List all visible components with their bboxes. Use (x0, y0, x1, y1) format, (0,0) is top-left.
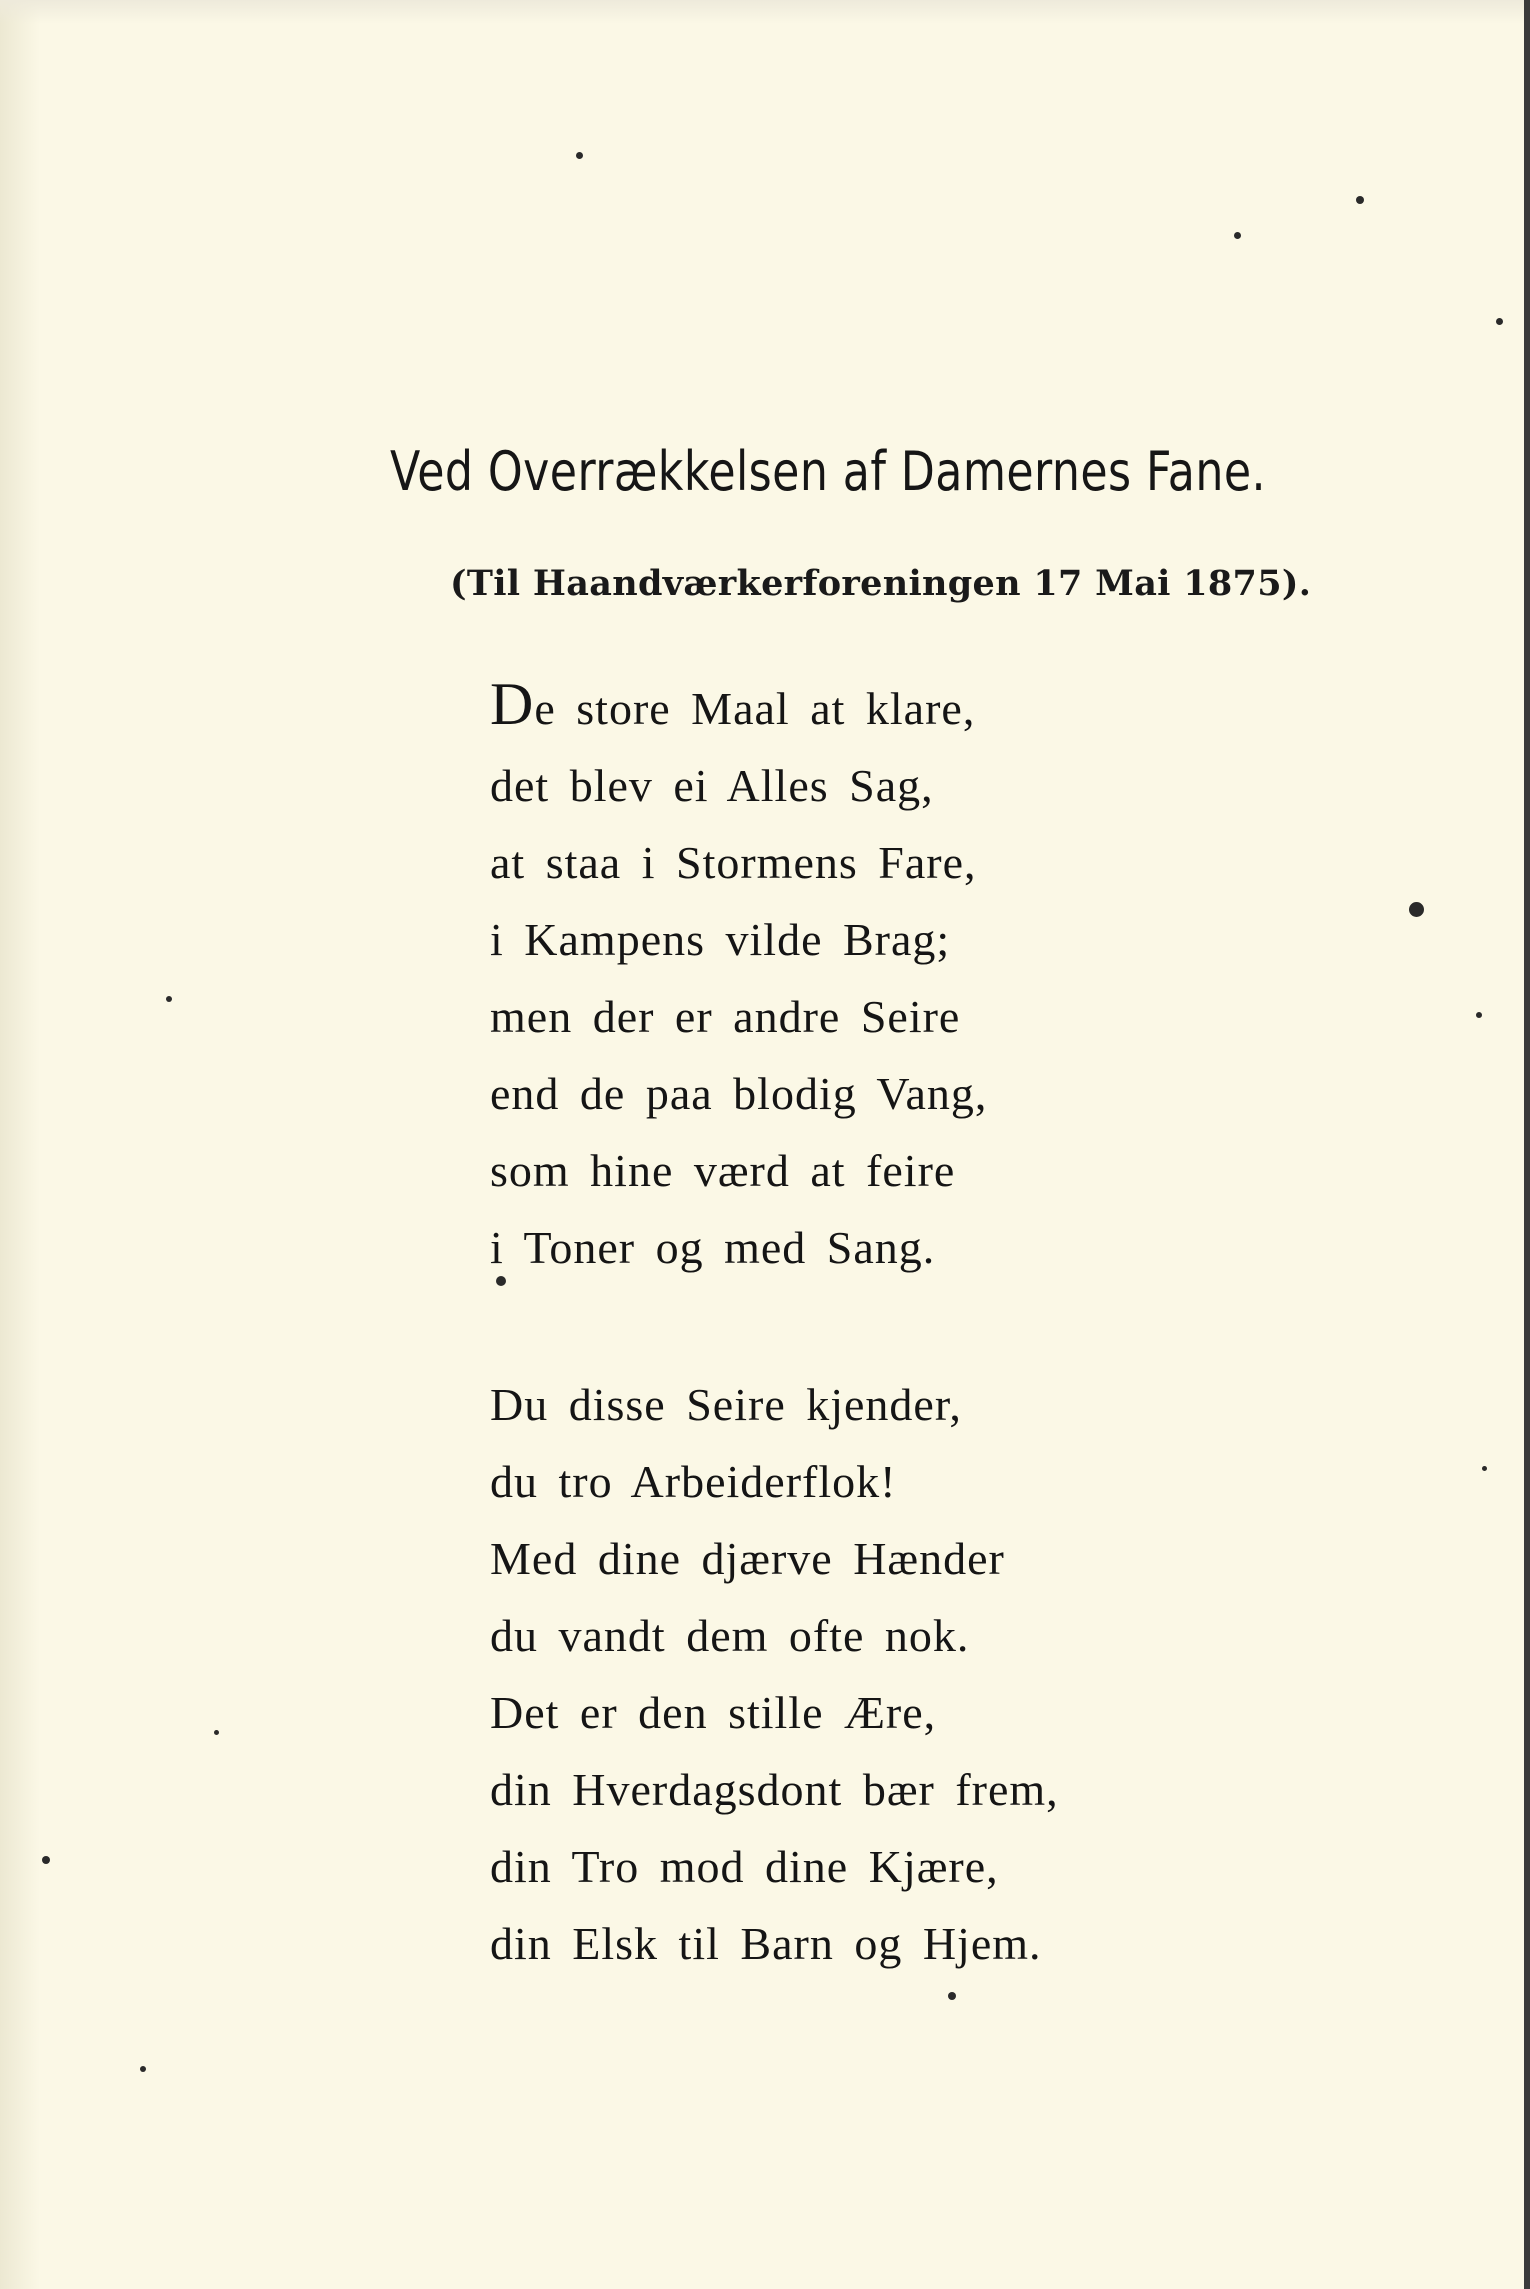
paper-speck (42, 1856, 50, 1864)
stanza-line: end de paa blodig Vang, (490, 1068, 988, 1119)
stanza-line: din Hverdagsdont bær frem, (490, 1764, 1059, 1815)
stanza-2 (490, 1366, 1059, 1982)
stanza-line: du vandt dem ofte nok. (490, 1610, 970, 1661)
drop-cap: D (490, 671, 535, 737)
stanza-line: det blev ei Alles Sag, (490, 760, 934, 811)
paper-speck (1409, 902, 1424, 917)
stanza-line: din Elsk til Barn og Hjem. (490, 1918, 1042, 1969)
stanza-line: Med dine djærve Hænder (490, 1533, 1005, 1584)
paper-speck (1234, 232, 1241, 239)
paper-speck (214, 1730, 219, 1735)
paper-speck (576, 152, 583, 159)
paper-speck (140, 2066, 146, 2072)
stanza-line: din Tro mod dine Kjære, (490, 1841, 999, 1892)
paper-speck (1482, 1466, 1487, 1471)
paper-shade-top (0, 0, 1530, 24)
stanza-line: i Toner og med Sang. (490, 1222, 936, 1273)
stanza-line: Det er den stille Ære, (490, 1687, 937, 1738)
stanza-line: du tro Arbeiderflok! (490, 1456, 897, 1507)
stanza-line: som hine værd at feire (490, 1145, 956, 1196)
stanza-line (490, 670, 987, 747)
paper-speck (1356, 196, 1364, 204)
scan-edge (1524, 0, 1530, 2289)
paper-shade-left (0, 0, 40, 2289)
paper-speck (948, 1992, 956, 2000)
stanza-line-text: e store Maal at klare, (534, 683, 976, 734)
paper-speck (1476, 1012, 1482, 1018)
stanza-line: men der er andre Seire (490, 991, 961, 1042)
poem-subtitle: (Til Haandværkerforeningen 17 Mai 1875). (450, 563, 1312, 604)
stanza-line: i Kampens vilde Brag; (490, 914, 951, 965)
stanza-line: at staa i Stormens Fare, (490, 837, 977, 888)
poem-title: Ved Overrækkelsen af Damernes Fane. (390, 440, 1266, 503)
paper-speck (1496, 318, 1503, 325)
stanza-line: Du disse Seire kjender, (490, 1379, 962, 1430)
stanza-1 (490, 670, 987, 1286)
paper-speck (166, 996, 172, 1002)
